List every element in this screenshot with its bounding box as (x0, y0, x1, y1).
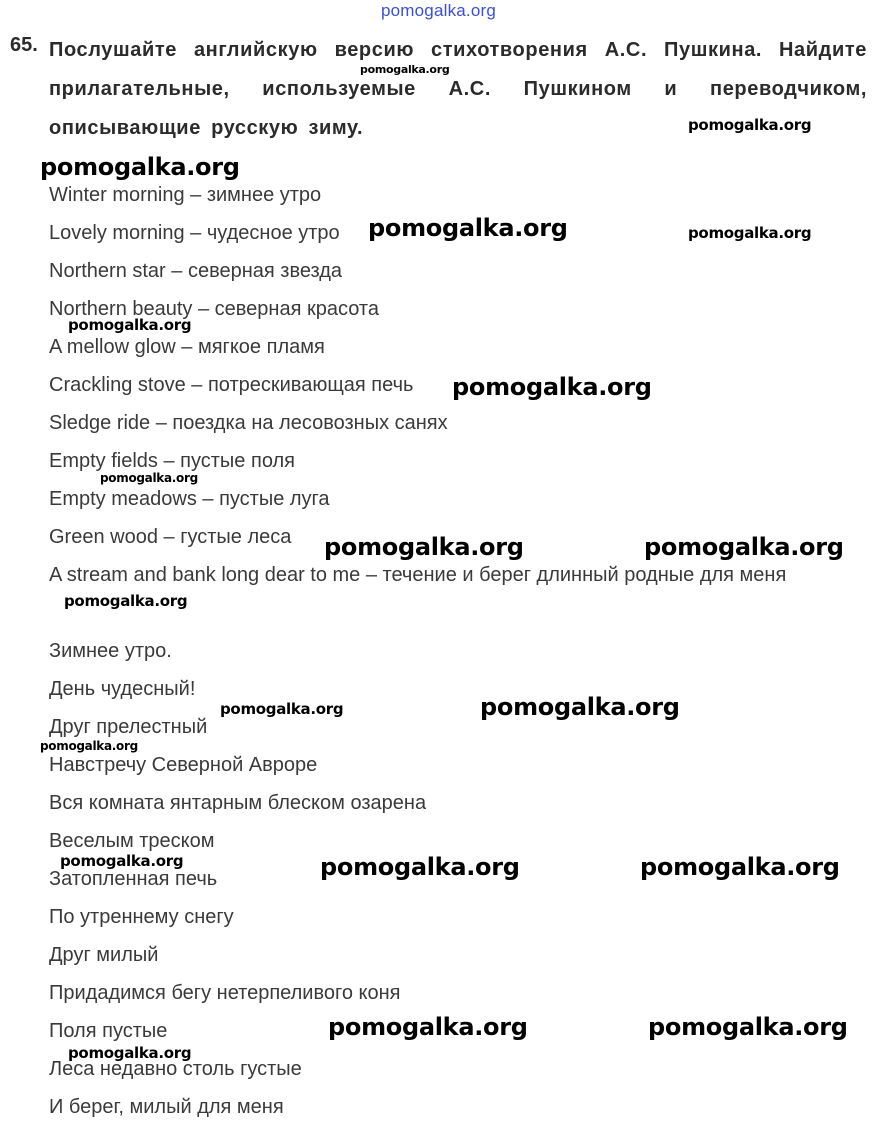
poem-line: Друг милый (49, 944, 159, 966)
site-watermark-header: pomogalka.org (380, 1, 497, 20)
watermark: pomogalka.org (648, 1013, 848, 1041)
translation-line: A mellow glow – мягкое пламя (49, 336, 325, 358)
watermark: pomogalka.org (688, 224, 812, 242)
translation-line: Empty meadows – пустые луга (49, 488, 330, 510)
watermark: pomogalka.org (68, 316, 192, 334)
poem-line: Леса недавно столь густые (49, 1058, 302, 1080)
watermark: pomogalka.org (320, 853, 520, 881)
translation-line: Sledge ride – поездка на лесовозных санях (49, 412, 448, 434)
translation-line: Northern beauty – северная красота (49, 298, 379, 320)
watermark: pomogalka.org (324, 533, 524, 561)
poem-line: Веселым треском (49, 830, 215, 852)
watermark: pomogalka.org (60, 852, 184, 870)
watermark: pomogalka.org (64, 592, 188, 610)
watermark: pomogalka.org (452, 373, 652, 401)
translation-line: A stream and bank long dear to me – течение и берег длинный родные для меня (49, 564, 787, 586)
watermark: pomogalka.org (40, 153, 240, 181)
task-instruction: Послушайте английскую версию стихотворения А.С. Пушкина. Найдите прилагательные, используемые А.С. Пушкином и переводчиком, описывающие русскую зиму. (49, 39, 867, 139)
watermark: pomogalka.org (100, 471, 198, 485)
poem-line: Придадимся бегу нетерпеливого коня (49, 982, 401, 1004)
poem-line: Затопленная печь (49, 868, 218, 890)
task-number: 65. (10, 34, 38, 56)
watermark: pomogalka.org (480, 693, 680, 721)
watermark: pomogalka.org (68, 1044, 192, 1062)
poem-line: День чудесный! (49, 678, 196, 700)
translation-line: Empty fields – пустые поля (49, 450, 295, 472)
poem-line: Зимнее утро. (49, 640, 172, 662)
translation-line: Green wood – густые леса (49, 526, 292, 548)
watermark: pomogalka.org (644, 533, 844, 561)
poem-line: Поля пустые (49, 1020, 168, 1042)
watermark: pomogalka.org (360, 63, 450, 76)
poem-line: Вся комната янтарным блеском озарена (49, 792, 427, 814)
poem-line: И берег, милый для меня (49, 1096, 284, 1118)
watermark: pomogalka.org (40, 739, 138, 753)
watermark: pomogalka.org (640, 853, 840, 881)
translation-line: Crackling stove – потрескивающая печь (49, 374, 414, 396)
poem-line: Навстречу Северной Авроре (49, 754, 318, 776)
translation-line: Lovely morning – чудесное утро (49, 222, 340, 244)
watermark: pomogalka.org (220, 700, 344, 718)
watermark: pomogalka.org (328, 1013, 528, 1041)
translation-line: Northern star – северная звезда (49, 260, 343, 282)
poem-line: По утреннему снегу (49, 906, 234, 928)
watermark: pomogalka.org (688, 116, 812, 134)
translation-line: Winter morning – зимнее утро (49, 184, 322, 206)
watermark: pomogalka.org (368, 214, 568, 242)
poem-line: Друг прелестный (49, 716, 208, 738)
